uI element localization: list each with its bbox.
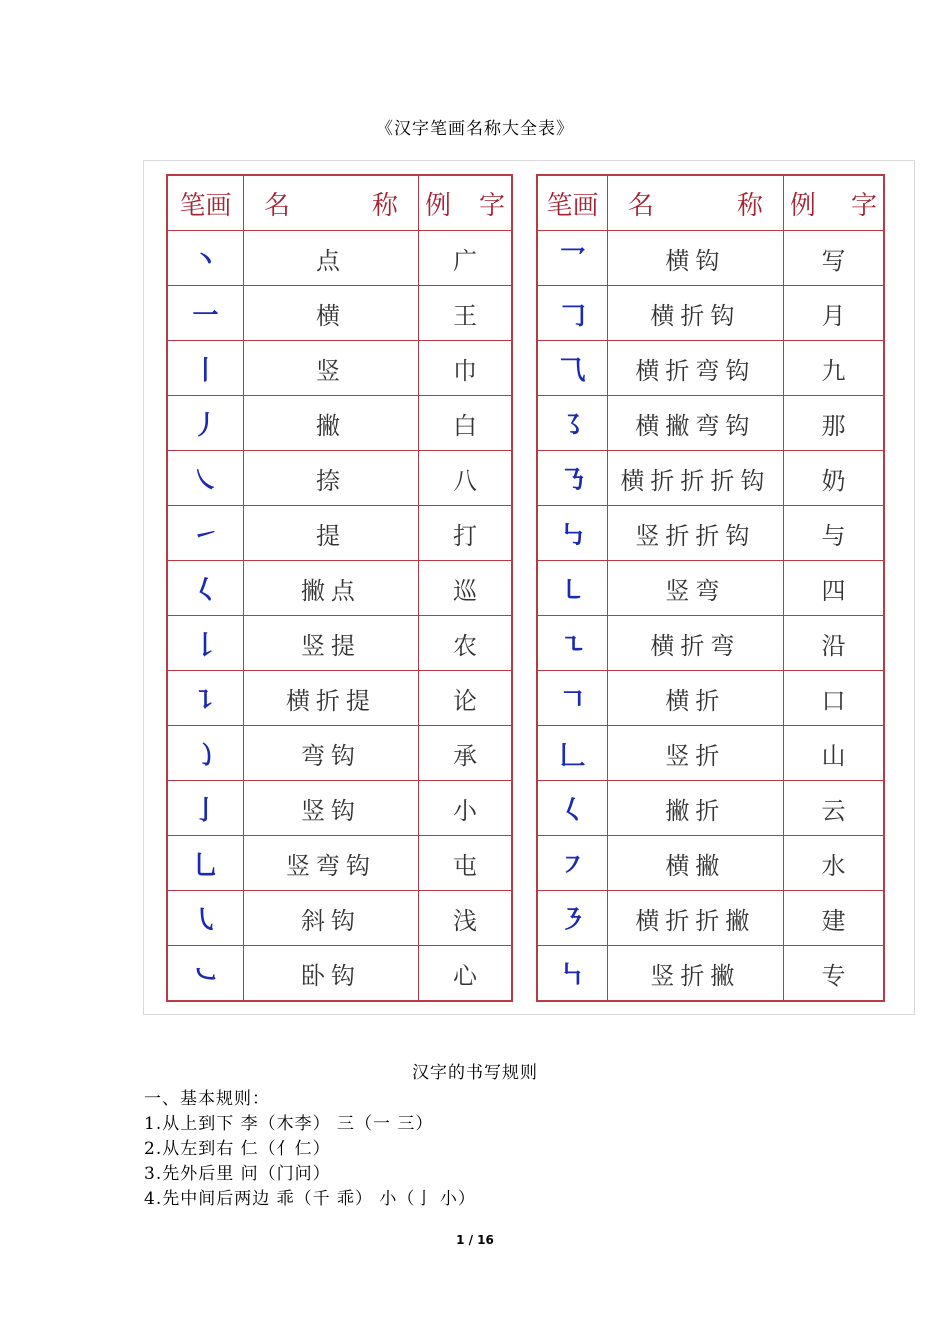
stroke-glyph: 丿 — [167, 396, 243, 451]
table-row — [537, 616, 884, 671]
example-char: 广 — [418, 231, 512, 286]
example-char: 承 — [418, 726, 512, 781]
stroke-glyph: ㇁ — [167, 726, 243, 781]
example-char: 论 — [418, 671, 512, 726]
stroke-name: 撇点 — [243, 561, 418, 616]
table-row — [167, 286, 512, 341]
example-char: 口 — [783, 671, 884, 726]
table-row — [537, 836, 884, 891]
stroke-glyph: 丨 — [167, 341, 243, 396]
stroke-glyph: 乛 — [537, 231, 607, 286]
stroke-glyph: ㇉ — [537, 506, 607, 561]
table-row — [537, 231, 884, 286]
table-row — [167, 891, 512, 946]
table-row — [537, 396, 884, 451]
stroke-glyph: ㇊ — [167, 671, 243, 726]
stroke-glyph: ㇇ — [537, 836, 607, 891]
table-row — [167, 946, 512, 1002]
stroke-name: 点 — [243, 231, 418, 286]
table-row — [167, 561, 512, 616]
example-char: 山 — [783, 726, 884, 781]
stroke-glyph: ㇏ — [167, 451, 243, 506]
table-row — [167, 616, 512, 671]
header-stroke: 笔画 — [537, 175, 607, 231]
rule-item: 1.从上到下 李（木李） 三（一 三） — [144, 1114, 434, 1134]
table-row — [167, 341, 512, 396]
table-row — [537, 891, 884, 946]
example-char: 屯 — [418, 836, 512, 891]
example-char: 八 — [418, 451, 512, 506]
table-row — [537, 561, 884, 616]
table-row — [167, 781, 512, 836]
example-char: 农 — [418, 616, 512, 671]
table-row — [537, 286, 884, 341]
table-header-row — [537, 175, 884, 231]
example-char: 巾 — [418, 341, 512, 396]
example-char: 那 — [783, 396, 884, 451]
example-char: 云 — [783, 781, 884, 836]
stroke-glyph: ㇃ — [167, 946, 243, 1002]
example-char: 专 — [783, 946, 884, 1002]
example-char: 小 — [418, 781, 512, 836]
stroke-name: 横钩 — [607, 231, 783, 286]
table-row — [537, 451, 884, 506]
example-char: 水 — [783, 836, 884, 891]
stroke-name: 提 — [243, 506, 418, 561]
stroke-name: 横撇弯钩 — [607, 396, 783, 451]
example-char: 打 — [418, 506, 512, 561]
stroke-glyph: ㇍ — [537, 616, 607, 671]
example-char: 浅 — [418, 891, 512, 946]
table-header-row — [167, 175, 512, 231]
table-row — [537, 506, 884, 561]
table-row — [167, 671, 512, 726]
stroke-name: 撇折 — [607, 781, 783, 836]
stroke-name: 横 — [243, 286, 418, 341]
table-row — [537, 341, 884, 396]
table-row — [167, 451, 512, 506]
stroke-glyph: 一 — [167, 286, 243, 341]
stroke-name: 撇 — [243, 396, 418, 451]
stroke-name: 横撇 — [607, 836, 783, 891]
stroke-name: 竖弯 — [607, 561, 783, 616]
stroke-name: 竖折撇 — [607, 946, 783, 1002]
example-char: 奶 — [783, 451, 884, 506]
stroke-glyph: 𠃍 — [537, 671, 607, 726]
stroke-glyph: ㇄ — [537, 561, 607, 616]
example-char: 四 — [783, 561, 884, 616]
stroke-glyph: ㇌ — [537, 396, 607, 451]
stroke-glyph: 𠄌 — [167, 616, 243, 671]
stroke-glyph: ㇞ — [537, 946, 607, 1002]
stroke-glyph: ㇡ — [537, 451, 607, 506]
rules-title: 汉字的书写规则 — [412, 1063, 538, 1083]
table-row — [537, 781, 884, 836]
rule-item: 3.先外后里 问（门问） — [144, 1164, 331, 1184]
example-char: 王 — [418, 286, 512, 341]
stroke-name-table-image — [143, 160, 915, 1015]
table-row — [167, 836, 512, 891]
header-name: 名 称 — [607, 175, 783, 231]
stroke-name: 横折弯 — [607, 616, 783, 671]
table-row — [167, 506, 512, 561]
stroke-glyph: ㇀ — [167, 506, 243, 561]
stroke-name: 横折弯钩 — [607, 341, 783, 396]
stroke-glyph: ⺄ — [537, 341, 607, 396]
stroke-table-right — [536, 174, 885, 1002]
header-stroke: 笔画 — [167, 175, 243, 231]
stroke-name: 竖折折钩 — [607, 506, 783, 561]
stroke-name: 横折折折钩 — [607, 451, 783, 506]
rule-item: 2.从左到右 仁（亻仁） — [144, 1139, 331, 1159]
example-char: 巡 — [418, 561, 512, 616]
stroke-glyph: ㇋ — [537, 891, 607, 946]
stroke-name: 弯钩 — [243, 726, 418, 781]
stroke-name: 竖提 — [243, 616, 418, 671]
stroke-name: 竖钩 — [243, 781, 418, 836]
stroke-name: 捺 — [243, 451, 418, 506]
table-row — [167, 396, 512, 451]
table-row — [537, 726, 884, 781]
stroke-name: 竖弯钩 — [243, 836, 418, 891]
stroke-name: 卧钩 — [243, 946, 418, 1002]
stroke-name: 竖折 — [607, 726, 783, 781]
table-row — [537, 671, 884, 726]
stroke-name: 横折提 — [243, 671, 418, 726]
stroke-name: 横折钩 — [607, 286, 783, 341]
stroke-glyph: 丶 — [167, 231, 243, 286]
stroke-glyph: 𠃌 — [537, 286, 607, 341]
example-char: 沿 — [783, 616, 884, 671]
example-char: 建 — [783, 891, 884, 946]
stroke-table-left — [166, 174, 513, 1002]
stroke-name: 横折 — [607, 671, 783, 726]
example-char: 与 — [783, 506, 884, 561]
table-row — [167, 231, 512, 286]
stroke-name: 竖 — [243, 341, 418, 396]
example-char: 月 — [783, 286, 884, 341]
stroke-glyph: 𡿨 — [537, 781, 607, 836]
example-char: 九 — [783, 341, 884, 396]
stroke-glyph: ㇂ — [167, 891, 243, 946]
header-name: 名 称 — [243, 175, 418, 231]
stroke-name: 横折折撇 — [607, 891, 783, 946]
example-char: 白 — [418, 396, 512, 451]
stroke-glyph: 𡿨 — [167, 561, 243, 616]
document-title: 《汉字笔画名称大全表》 — [376, 119, 574, 139]
stroke-glyph: 乚 — [167, 836, 243, 891]
stroke-glyph: 亅 — [167, 781, 243, 836]
page-number: 1 / 16 — [456, 1233, 494, 1247]
stroke-name: 斜钩 — [243, 891, 418, 946]
rule-item: 4.先中间后两边 乖（千 乖） 小（亅 小） — [144, 1189, 476, 1209]
example-char: 心 — [418, 946, 512, 1002]
header-example: 例 字 — [418, 175, 512, 231]
header-example: 例 字 — [783, 175, 884, 231]
table-row — [167, 726, 512, 781]
table-row — [537, 946, 884, 1002]
example-char: 写 — [783, 231, 884, 286]
rules-heading: 一、基本规则： — [144, 1089, 270, 1109]
stroke-glyph: 𠃊 — [537, 726, 607, 781]
